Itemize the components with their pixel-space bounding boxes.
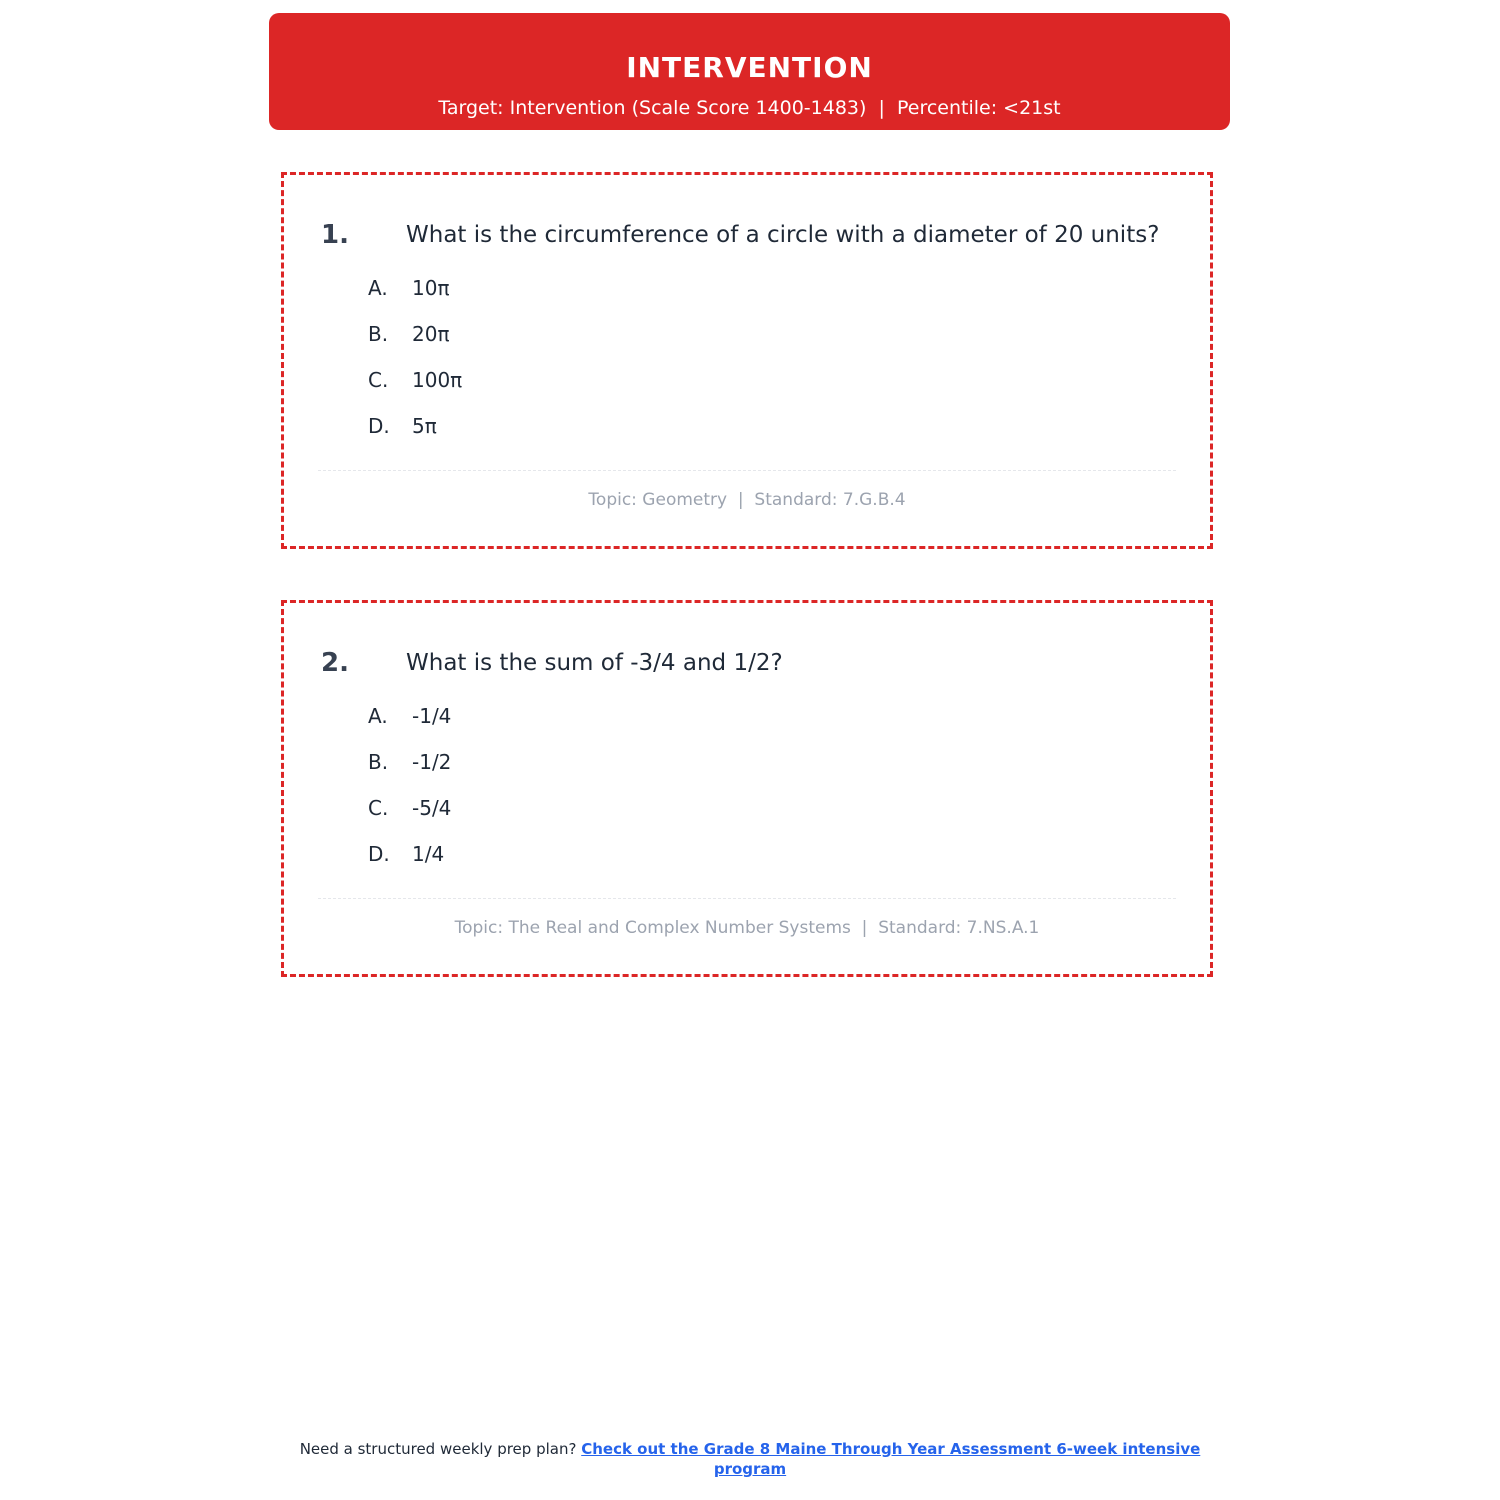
option-letter: C. [368, 368, 389, 392]
question-number: 1. [321, 220, 349, 250]
answer-option-d[interactable] [368, 411, 462, 457]
divider [318, 470, 1176, 471]
option-letter: A. [368, 704, 388, 728]
question-meta: Topic: Geometry | Standard: 7.G.B.4 [588, 490, 906, 510]
option-text: -5/4 [412, 796, 452, 820]
option-letter: C. [368, 796, 389, 820]
banner-subtitle: Target: Intervention (Scale Score 1400-1483) | Percentile: <21st [438, 97, 1061, 119]
banner-title: INTERVENTION [626, 51, 873, 84]
answer-options [368, 273, 462, 457]
answer-option-a[interactable] [368, 273, 462, 319]
answer-option-b[interactable] [368, 319, 462, 365]
answer-option-d[interactable] [368, 839, 451, 885]
answer-option-a[interactable] [368, 701, 451, 747]
level-banner [269, 13, 1230, 130]
option-letter: D. [368, 842, 390, 866]
answer-option-c[interactable] [368, 365, 462, 411]
option-letter: D. [368, 414, 390, 438]
option-text: 20π [412, 322, 450, 346]
footer-prompt: Need a structured weekly prep plan? [299, 1440, 582, 1458]
question-text: What is the circumference of a circle with a diameter of 20 units? [406, 222, 1160, 248]
question-text: What is the sum of -3/4 and 1/2? [406, 650, 783, 676]
answer-option-c[interactable] [368, 793, 451, 839]
option-text: -1/4 [412, 704, 452, 728]
option-text: 1/4 [412, 842, 445, 866]
divider [318, 898, 1176, 899]
footer-cta [280, 1439, 1220, 1479]
option-letter: B. [368, 322, 389, 346]
option-letter: A. [368, 276, 388, 300]
answer-options [368, 701, 451, 885]
question-meta: Topic: The Real and Complex Number Systems | Standard: 7.NS.A.1 [454, 918, 1040, 938]
question-number: 2. [321, 648, 349, 678]
question-card [281, 172, 1213, 549]
option-text: 100π [412, 368, 463, 392]
option-letter: B. [368, 750, 389, 774]
question-card [281, 600, 1213, 977]
option-text: -1/2 [412, 750, 452, 774]
answer-option-b[interactable] [368, 747, 451, 793]
option-text: 10π [412, 276, 450, 300]
prep-plan-link[interactable]: Check out the Grade 8 Maine Through Year Assessment 6-week intensive program [581, 1440, 1201, 1478]
option-text: 5π [412, 414, 437, 438]
